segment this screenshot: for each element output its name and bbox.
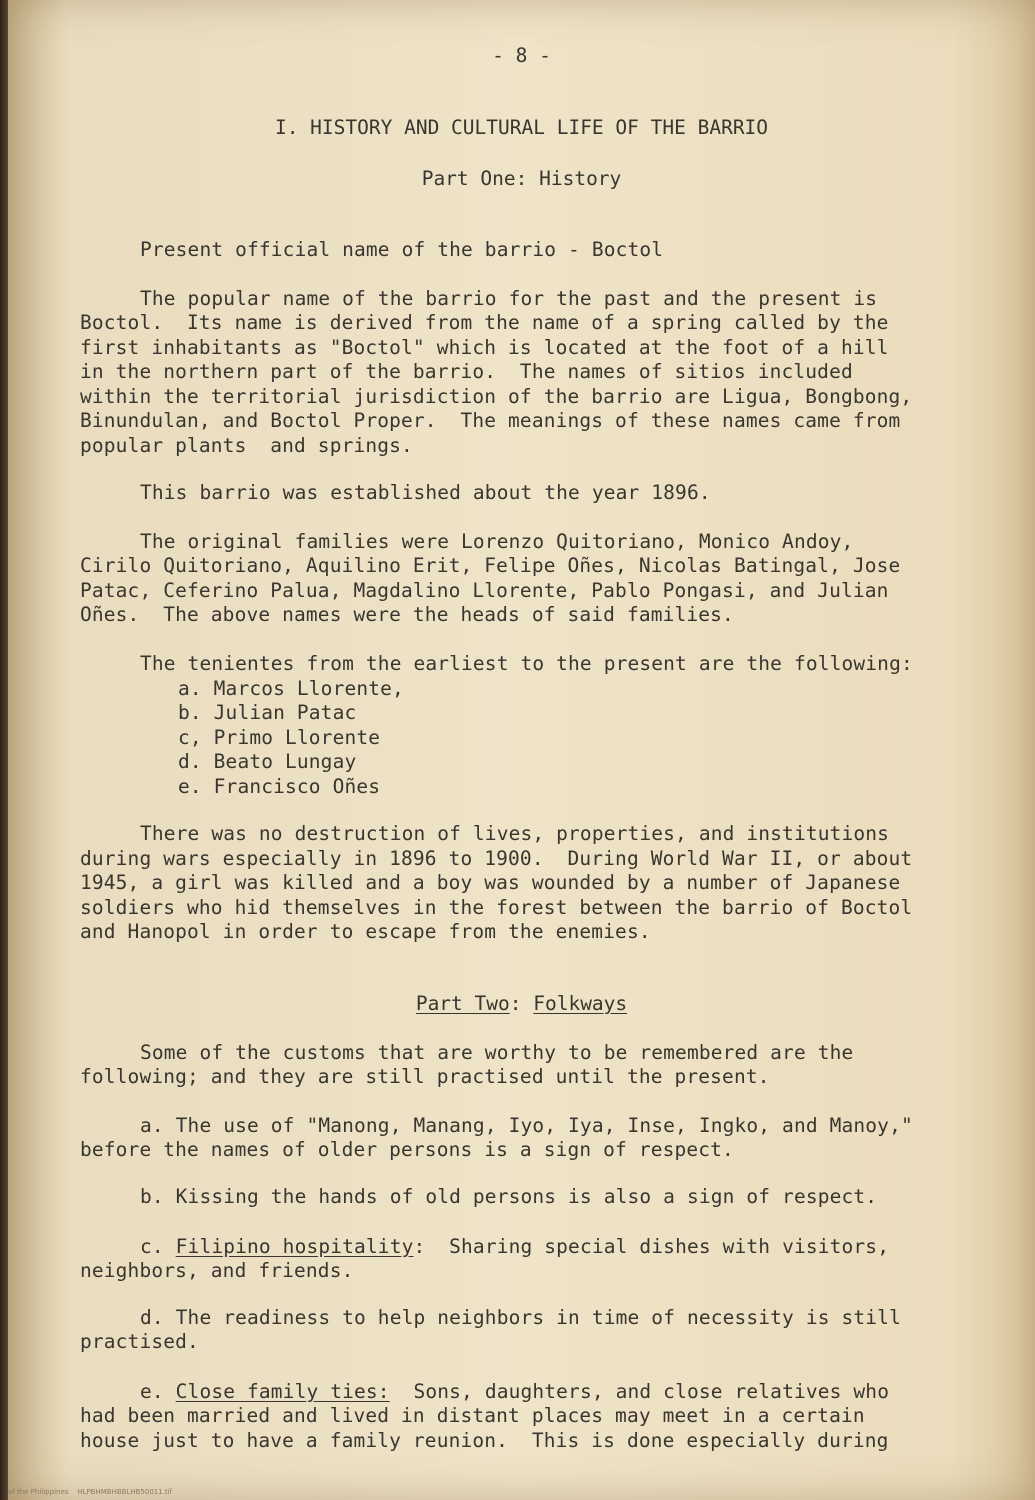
item-text: Sons, daughters, and close relatives who — [389, 1380, 890, 1403]
part-two-title — [8, 992, 1035, 1017]
text-line: 1945, a girl was killed and a boy was wounded by a number of Japanese — [80, 871, 901, 894]
text-line: Binundulan, and Boctol Proper. The meanings of these names came from — [80, 409, 901, 432]
text-line: Oñes. The above names were the heads of said families. — [80, 603, 734, 626]
list-item: b. Julian Patac — [178, 701, 357, 724]
text-line: Boctol. Its name is derived from the name of a spring called by the — [80, 311, 889, 334]
text-line: The original families were Lorenzo Quitoriano, Monico Andoy, — [140, 530, 854, 553]
text-line: Cirilo Quitoriano, Aquilino Erit, Felipe Oñes, Nicolas Batingal, Jose — [80, 554, 901, 577]
item-prefix: c. — [140, 1235, 176, 1258]
text-line — [140, 1380, 889, 1405]
text-line: house just to have a family reunion. This is done especially during — [80, 1429, 889, 1452]
text-line: practised. — [80, 1330, 199, 1353]
text-line: popular plants and springs. — [80, 434, 413, 457]
list-item: e. Francisco Oñes — [178, 775, 381, 798]
established-line: This barrio was established about the year 1896. — [140, 481, 711, 504]
list-item: c, Primo Llorente — [178, 726, 381, 749]
text-line: neighbors, and friends. — [80, 1259, 354, 1282]
text-line: had been married and lived in distant places may meet in a certain — [80, 1404, 865, 1427]
scan-footer: of the Philippines HLPBHMBHBBLHB50011.tif — [8, 1488, 173, 1496]
custom-item-b: b. Kissing the hands of old persons is also a sign of respect. — [140, 1185, 878, 1208]
part-two-subtitle: Folkways — [533, 992, 628, 1015]
text-line: Patac, Ceferino Palua, Magdalino Llorente, Pablo Pongasi, and Julian — [80, 579, 889, 602]
text-line: first inhabitants as "Boctol" which is located at the foot of a hill — [80, 336, 889, 359]
text-line: soldiers who hid themselves in the forest between the barrio of Boctol — [80, 896, 913, 919]
text-line: Some of the customs that are worthy to be remembered are the — [140, 1041, 854, 1064]
text-line: a. The use of "Manong, Manang, Iyo, Iya, Inse, Ingko, and Manoy," — [140, 1114, 913, 1137]
text-line: during wars especially in 1896 to 1900. During World War II, or about — [80, 847, 913, 870]
item-text: : Sharing special dishes with visitors, — [413, 1235, 890, 1258]
text-line: d. The readiness to help neighbors in time of necessity is still — [140, 1306, 901, 1329]
part-two-separator: : — [509, 992, 534, 1015]
text-line — [140, 1235, 889, 1260]
text-line: following; and they are still practised until the present. — [80, 1065, 770, 1088]
text-line: before the names of older persons is a sign of respect. — [80, 1138, 734, 1161]
list-item: d. Beato Lungay — [178, 750, 357, 773]
binding-edge — [0, 0, 8, 1500]
item-term: Close family ties: — [175, 1380, 390, 1403]
part-one-title: Part One: History — [421, 167, 622, 190]
document-page — [8, 0, 1035, 1500]
page-number: - 8 - — [492, 44, 551, 67]
text-line: The popular name of the barrio for the past and the present is — [140, 287, 878, 310]
section-heading: I. HISTORY AND CULTURAL LIFE OF THE BARRIO — [274, 116, 769, 139]
tenientes-intro: The tenientes from the earliest to the present are the following: — [140, 652, 913, 675]
item-prefix: e. — [140, 1380, 176, 1403]
text-line: There was no destruction of lives, properties, and institutions — [140, 822, 890, 845]
item-term: Filipino hospitality — [175, 1235, 414, 1258]
part-two-label: Part Two — [415, 992, 510, 1015]
text-line: within the territorial jurisdiction of the barrio are Ligua, Bongbong, — [80, 385, 913, 408]
list-item: a. Marcos Llorente, — [178, 677, 404, 700]
text-line: and Hanopol in order to escape from the enemies. — [80, 920, 651, 943]
text-line: in the northern part of the barrio. The names of sitios included — [80, 360, 853, 383]
official-name-line: Present official name of the barrio - Boctol — [140, 238, 664, 261]
